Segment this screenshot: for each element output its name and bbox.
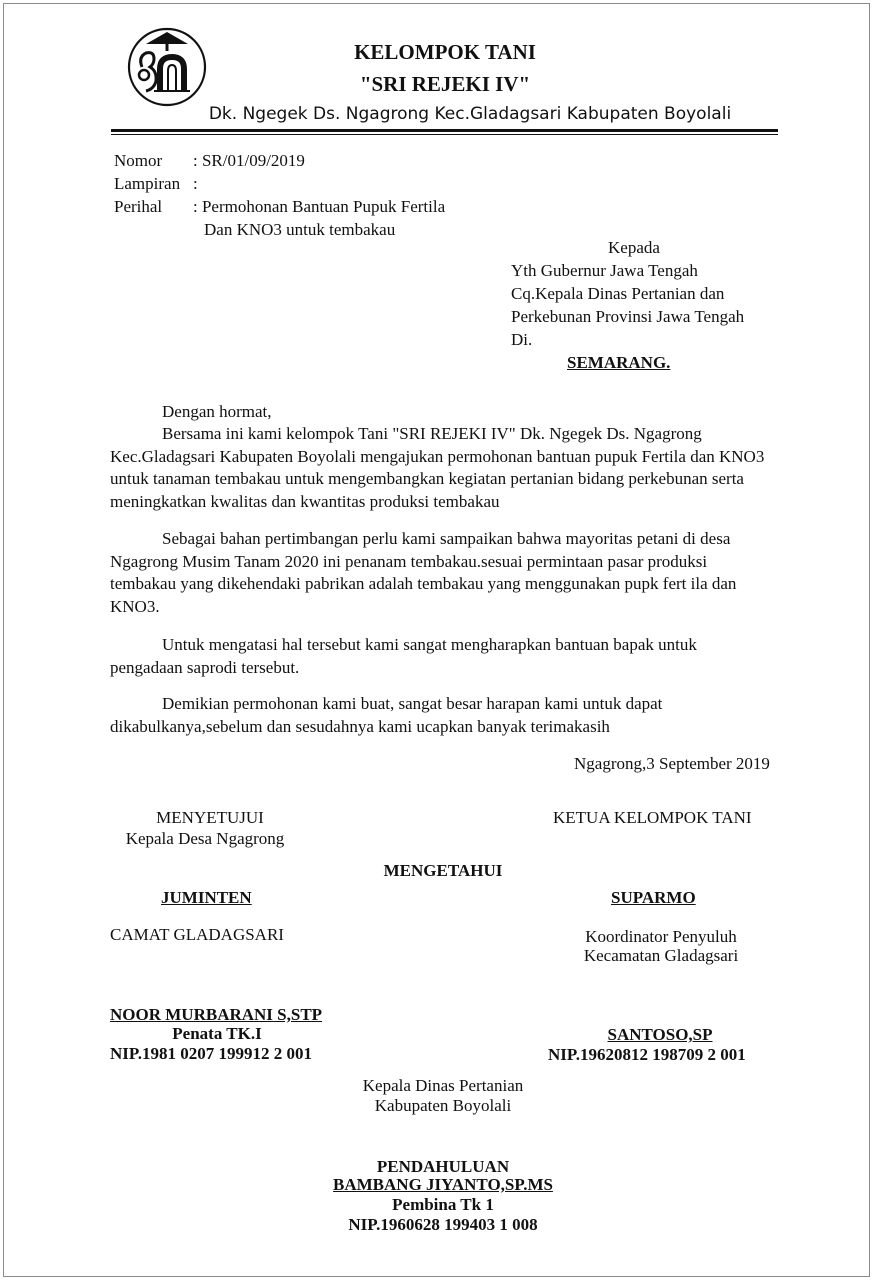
letter-date: Ngagrong,3 September 2019 xyxy=(574,754,770,773)
pendahuluan-label: PENDAHULUAN xyxy=(376,1157,510,1176)
camat-label: CAMAT GLADAGSARI xyxy=(110,925,284,944)
dinas-label-line1: Kepala Dinas Pertanian xyxy=(362,1076,524,1095)
paragraph-line: Ngagrong Musim Tanam 2020 ini penanam tembakau.sesuai permintaan pasar produksi xyxy=(110,551,708,571)
perihal-label: Perihal xyxy=(114,197,163,216)
lampiran-value: : xyxy=(193,174,198,193)
signatory-name-penyuluh: SANTOSO,SP xyxy=(607,1025,713,1044)
koordinator-label-line2: Kecamatan Gladagsari xyxy=(583,946,739,965)
organization-address: Dk. Ngegek Ds. Ngagrong Kec.Gladagsari Kabupaten Boyolali xyxy=(208,104,732,124)
paragraph-line: Untuk mengatasi hal tersebut kami sangat mengharapkan bantuan bapak untuk xyxy=(162,635,697,654)
kadis-nip: NIP.1960628 199403 1 008 xyxy=(348,1215,538,1234)
header-rule-thick xyxy=(111,129,778,132)
lampiran-label: Lampiran xyxy=(114,174,181,193)
signatory-name-kades: JUMINTEN xyxy=(161,888,252,907)
kadis-rank: Pembina Tk 1 xyxy=(392,1195,494,1214)
dinas-label-line2: Kabupaten Boyolali xyxy=(374,1096,512,1115)
paragraph-line: Sebagai bahan pertimbangan perlu kami sampaikan bahwa mayoritas petani di desa xyxy=(162,529,731,548)
recipient-line: Perkebunan Provinsi Jawa Tengah xyxy=(511,307,745,326)
paragraph-line: Bersama ini kami kelompok Tani "SRI REJEKI IV" Dk. Ngegek Ds. Ngagrong xyxy=(162,424,702,443)
paragraph-line: Demikian permohonan kami buat, sangat besar harapan kami untuk dapat xyxy=(162,694,663,713)
penyuluh-nip: NIP.19620812 198709 2 001 xyxy=(548,1045,746,1064)
greeting: Dengan hormat, xyxy=(162,402,272,421)
signatory-name-kadis: BAMBANG JIYANTO,SP.MS xyxy=(333,1175,553,1194)
recipient-line: Di. xyxy=(511,330,533,349)
paragraph-1 xyxy=(110,423,775,513)
paragraph-3 xyxy=(110,634,775,679)
perihal-value-line2: Dan KNO3 untuk tembakau xyxy=(204,220,396,239)
mengetahui-label: MENGETAHUI xyxy=(383,861,503,880)
nomor-value: : SR/01/09/2019 xyxy=(193,151,305,170)
paragraph-line: pengadaan saprodi tersebut. xyxy=(110,657,300,677)
paragraph-line: KNO3. xyxy=(110,596,160,616)
camat-rank: Penata TK.I xyxy=(172,1024,262,1043)
koordinator-label-line1: Koordinator Penyuluh xyxy=(585,927,737,946)
paragraph-2 xyxy=(110,528,775,618)
ketua-label: KETUA KELOMPOK TANI xyxy=(553,808,752,827)
recipient-kepada: Kepada xyxy=(608,238,660,257)
header-rule-thin xyxy=(111,134,778,135)
recipient-line: Cq.Kepala Dinas Pertanian dan xyxy=(511,284,725,303)
organization-title: KELOMPOK TANI xyxy=(354,40,536,64)
paragraph-line: meningkatkan kwalitas dan kwantitas produksi tembakau xyxy=(110,491,500,511)
kelompok-tani-logo-icon xyxy=(124,27,210,107)
paragraph-line: untuk tanaman tembakau untuk mengembangkan kegiatan pertanian bidang perkebunan serta xyxy=(110,469,744,488)
paragraph-line: tembakau yang dikehendaki pabrikan adalah tembakau yang menggunakan pupk fert ila dan xyxy=(110,574,737,593)
paragraph-line: dikabulkanya,sebelum dan sesudahnya kami ucapkan banyak terimakasih xyxy=(110,716,610,736)
signatory-name-ketua: SUPARMO xyxy=(611,888,696,907)
organization-name: "SRI REJEKI IV" xyxy=(359,72,531,96)
kepala-desa-label: Kepala Desa Ngagrong xyxy=(125,829,285,848)
perihal-value-line1: : Permohonan Bantuan Pupuk Fertila xyxy=(193,197,446,216)
recipient-line: Yth Gubernur Jawa Tengah xyxy=(511,261,698,280)
menyetujui-label: MENYETUJUI xyxy=(156,808,264,827)
signatory-name-camat: NOOR MURBARANI S,STP xyxy=(110,1005,323,1024)
paragraph-4 xyxy=(110,693,775,738)
camat-nip: NIP.1981 0207 199912 2 001 xyxy=(110,1044,312,1063)
nomor-label: Nomor xyxy=(114,151,163,170)
paragraph-line: Kec.Gladagsari Kabupaten Boyolali mengajukan permohonan bantuan pupuk Fertila dan KNO3 xyxy=(110,446,765,466)
recipient-city: SEMARANG. xyxy=(567,353,671,372)
